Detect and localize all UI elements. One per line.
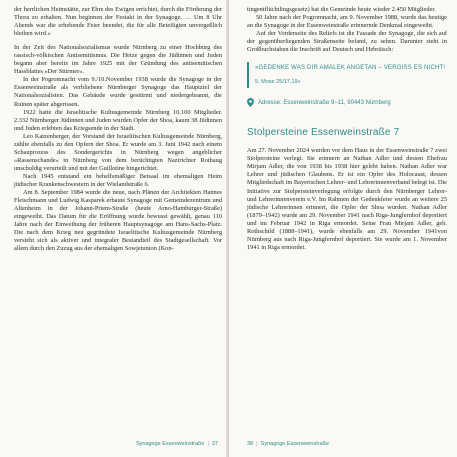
right-page-body xyxy=(247,6,447,54)
body-paragraph: tingentflüchtlingsgesetz) hat die Gemeinde heute wieder 2.450 Mitglieder. xyxy=(247,6,436,13)
left-page-footer xyxy=(136,441,218,447)
section-body xyxy=(247,147,447,252)
body-paragraph: Am 8. September 1984 wurde die neue, nach Plänen der Architekten Hannes Fleischmann und Ludwig Kasparek erbaute Synagoge mit Gemeindezentrum und Altenheim in der Johann-Priem-Straße (heute Arno-Hamburger-Straße) eingeweiht. Das Datum für die Eröffnung wurde bewusst gewählt, genau 110 Jahre nach der Einweihung der früheren Hauptsynagoge am Hans-Sachs-Platz. Die nach dem Krieg neu gegründete Israelitische Kultusgemeinde Nürnberg versteht sich als aktiver und integraler Bestandteil des Stadtgesellschaft. Vor allem durch den Zuzug aus der ehemaligen Sowjetunion (Kon- xyxy=(14,189,222,253)
body-paragraph: In der Pogromnacht vom 9./10.November 1938 wurde die Synagoge in der Essenweinstraße als verbliebene Nürnberger Synagoge das Hauptziel der Nationalsozialisten. Das Gebäude wurde gestürmt und niedergebrannt, die Ruinen später abgerissen. xyxy=(14,76,222,108)
right-page-number: 38 xyxy=(247,441,254,447)
right-page xyxy=(229,0,457,457)
quote-text: »GEDENKE WAS DIR AMALEK ANGETAN – VERGISS ES NICHT! xyxy=(255,65,446,72)
right-footer-separator: | xyxy=(256,441,258,447)
body-paragraph: Am 27. November 2024 wurden vor dem Haus in der Essenweinstraße 7 zwei Stolpersteine verlegt. Sie erinnern an Nathan Adler und dessen Ehefrau Mirjam Adler, die von 1938 bis 1938 hier gelebt haben. Nathan Adler war Lehrer und jüdischen Glaubens. Er ist ein Opfer des Holocaust, dessen Mitgliedschaft im Bayerischen Lehrer- und Lehrerinnenverband belegt ist. Die Initiative zur Stolpersteinverlegung erfolgte durch den Nürnberger Lehrer- und Lehrerinnenverein e.V. Im Rahmen der Gedenkfeier wurde an weitere 25 jüdische Lehrerinnen erinnert, die Opfer der Shoa wurden. Nathan Adler (1879–1942) wurde am 29. November 1941 nach Riga-Jungfernhof deportiert und im Februar 1942 in Riga ermordet. Seine Frau Mirjam Adler, geb. Rothschild (1888–1941), wurde ebenfalls am 29. November 1941von Nürnberg aus nach Riga-Jungfernhof deportiert. Sie wurde am 1. November 1941 in Riga ermordet. xyxy=(247,147,447,251)
inscription-quote xyxy=(247,62,447,88)
left-page-number: 37 xyxy=(211,441,218,447)
body-paragraph: In der Zeit des Nationalsozialismus wurde Nürnberg zu einer Hochburg des rassisch-völkischen Antisemitismus. Die Hetze gegen die Jüdinnen und Juden begann aber bereits im Jahre 1925 mit der Gründung des antisemitischen Hassblattes »Der Stürmer«. xyxy=(14,44,222,76)
body-paragraph: der herrlichen Heimstätte, zur Ehre des Ewigen errichtet, durch die Förderung der Thora zu erhalten. Nun beginnen der Festakt in der Synagoge. … Um 8 Uhr Abends war die erhebende Feier beendet, die für alle Beteiligten unvergeßlich bleiben wird.« xyxy=(14,6,222,38)
left-page xyxy=(0,0,228,457)
address-line xyxy=(247,98,447,107)
left-footer-title: Synagoge Essenweinstraße xyxy=(135,441,205,447)
address-text: Adresse: Essenweinstraße 9–11, 90443 Nürnberg xyxy=(258,99,391,106)
body-paragraph: Auf der Vorderseite des Reliefs ist die Fassade der Synagoge, die sich auf der gegenüberliegenden Straßenseite befand, zu sehen. Darunter steht in Großbuchstaben die Inschrift auf Deutsch und Hebräisch: xyxy=(247,30,447,54)
quote-source: 5. Mose 25/17,19« xyxy=(255,79,301,86)
body-paragraph: Leo Katzenberger, der Vorstand der Israelitischen Kultusgemeinde Nürnberg, zählte ebenfalls zu den Opfern der Shoa. Er wurde am 3. Juni 1942 nach einem Schauprozess des Sondergerichts in Nürnberg wegen angeblicher »Rassenschande« in Nürnberg von dem berüchtigten Nazirichter Rothaug unschuldig verurteilt und mit der Guillotine hingerichtet. xyxy=(14,132,222,172)
body-paragraph: 50 Jahre nach der Pogromnacht, am 9. November 1988, wurde das heutige an die Synagoge in der Essenweinstraße erinnernde Denkmal eingeweiht. xyxy=(247,14,447,30)
right-footer-title: Synagoge Essenweinstraße xyxy=(260,441,330,447)
left-footer-separator: | xyxy=(207,441,209,447)
body-paragraph: Nach 1945 entstand ein behelfsmäßiger Betsaal im ehemaligen Heim jüdischer Krankenschwestern in der Wielandstraße 6. xyxy=(14,172,222,188)
section-heading: Stolpersteine Essenweinstraße 7 xyxy=(247,127,400,139)
body-paragraph: 1922 hatte die Israelitische Kultusgemeinde Nürnberg 10.100 Mitglieder. 2.332 Nürnberger Jüdinnen und Juden wurden Opfer der Shoa, kaum 38 Jüdinnen und Juden erlebten das Kriegsende in der Stadt. xyxy=(14,108,222,132)
map-pin-icon xyxy=(247,98,254,107)
right-page-footer xyxy=(247,441,329,447)
left-page-body xyxy=(14,6,222,253)
